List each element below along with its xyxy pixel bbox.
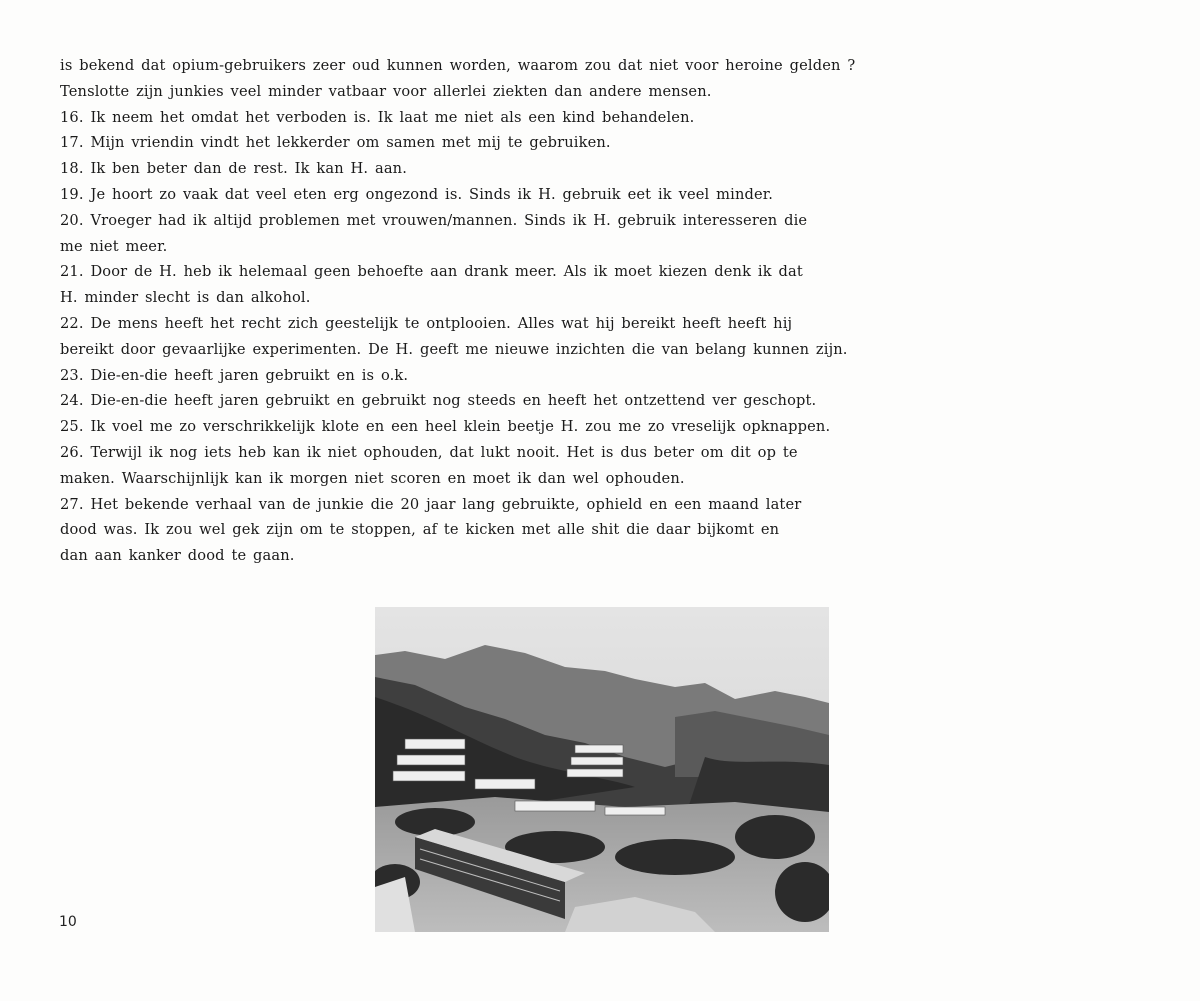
text-line: is bekend dat opium-gebruikers zeer oud kunnen worden, waarom zou dat niet voor heroine gelden ? [60,57,856,74]
list-item: 17. Mijn vriendin vindt het lekkerder om samen met mij te gebruiken. [60,134,611,152]
body-text [60,53,890,569]
page-number: 10 [59,914,77,930]
list-item: 22. De mens heeft het recht zich geestelijk te ontplooien. Alles wat hij bereikt heeft heeft hij [60,314,793,332]
list-item: 19. Je hoort zo vaak dat veel eten erg ongezond is. Sinds ik H. gebruik eet ik veel minder. [60,185,774,203]
mountain-village-photo-icon [375,607,829,932]
list-item: 26. Terwijl ik nog iets heb kan ik niet ophouden, dat lukt nooit. Het is dus beter om dit op te [60,443,798,461]
list-item: 20. Vroeger had ik altijd problemen met vrouwen/mannen. Sinds ik H. gebruik interesseren die [60,211,808,229]
list-item: 24. Die-en-die heeft jaren gebruikt en gebruikt nog steeds en heeft het ontzettend ver geschopt. [60,392,817,410]
text-line: me niet meer. [60,237,168,255]
list-item: 21. Door de H. heb ik helemaal geen behoefte aan drank meer. Als ik moet kiezen denk ik dat [60,263,803,281]
text-line: dood was. Ik zou wel gek zijn om te stoppen, af te kicken met alle shit die daar bijkomt en [60,521,780,539]
list-item: 18. Ik ben beter dan de rest. Ik kan H. aan. [60,160,408,178]
list-item: 23. Die-en-die heeft jaren gebruikt en is o.k. [60,366,409,384]
text-line: H. minder slecht is dan alkohol. [60,289,311,307]
list-item: 27. Het bekende verhaal van de junkie die 20 jaar lang gebruikte, ophield en een maand later [60,495,802,513]
landscape-photo [375,607,829,932]
text-line: maken. Waarschijnlijk kan ik morgen niet scoren en moet ik dan wel ophouden. [60,469,685,487]
text-line: dan aan kanker dood te gaan. [60,547,295,565]
text-line: Tenslotte zijn junkies veel minder vatbaar voor allerlei ziekten dan andere mensen. [60,82,712,100]
text-line: bereikt door gevaarlijke experimenten. De H. geeft me nieuwe inzichten die van belang kunnen zijn. [60,340,848,358]
list-item: 25. Ik voel me zo verschrikkelijk klote en een heel klein beetje H. zou me zo vreselijk opknappen. [60,418,831,436]
list-item: 16. Ik neem het omdat het verboden is. Ik laat me niet als een kind behandelen. [60,108,695,126]
